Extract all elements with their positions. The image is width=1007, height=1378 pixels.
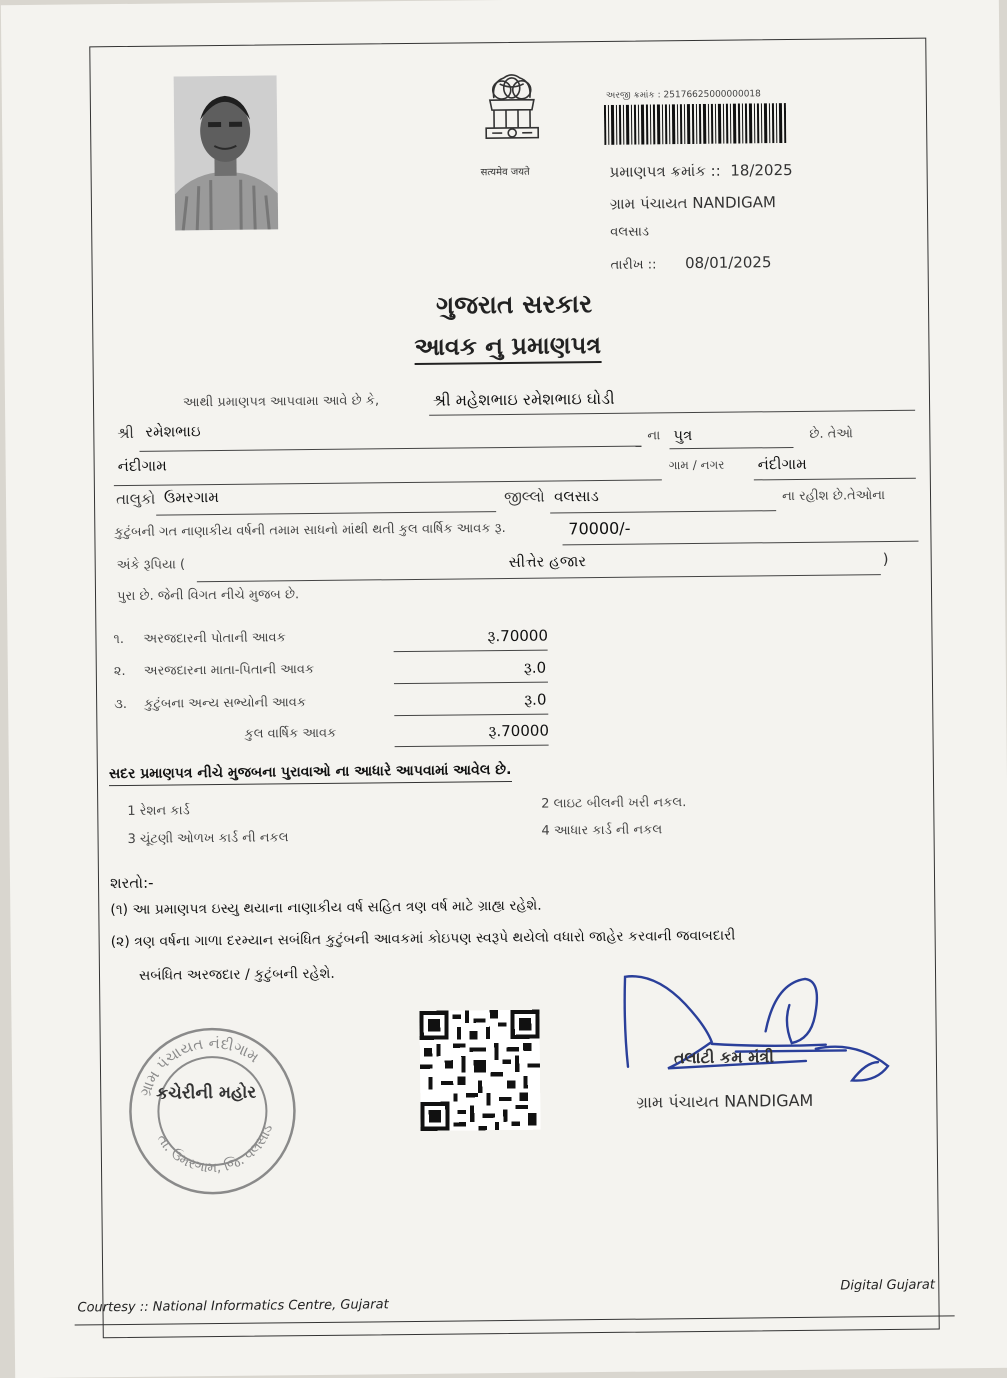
- che-teo-text: છે. તેઓ: [809, 426, 853, 442]
- seal-text: કચેરીની મહોર: [156, 1082, 257, 1104]
- office-seal: [125, 1024, 301, 1196]
- income-value: 70000/-: [568, 518, 631, 539]
- condition-1: (૧) આ પ્રમાણપત્ર ઇસ્યુ થયાના નાણાકીય વર્ષ સહિત ત્રણ વર્ષ માટે ગ્રાહ્ય રહેશે.: [110, 897, 542, 919]
- relation: પુત્ર: [673, 426, 693, 445]
- conditions-heading: શરતો:-: [109, 873, 154, 893]
- gam-nagar-value: નંદીગામ: [757, 454, 807, 474]
- income-row-label: કુટુંબના અન્ય સભ્યોની આવક: [144, 695, 307, 712]
- date-value: 08/01/2025: [684, 253, 772, 273]
- income-row-no: ૧.: [113, 632, 125, 648]
- applicant-photo: [174, 75, 279, 230]
- proof-heading: સદર પ્રમાણપત્ર નીચે મુજબના પુરાવાઓ ના આધારે આપવામાં આવેલ છે.: [109, 762, 512, 786]
- taluka-value: ઉમરગામ: [163, 488, 220, 507]
- certificate-number: [610, 161, 793, 181]
- footer-digital-gujarat: Digital Gujarat: [840, 1277, 935, 1294]
- income-total-label: કુલ વાર્ષિક આવક: [244, 725, 337, 742]
- income-text: કુટુંબની ગત નાણાકીય વર્ષની તમામ સાધનો માંથી થતી કુલ વાર્ષિક આવક રૂ.: [114, 521, 506, 541]
- certificate-title: આવક નુ પ્રમાણપત્ર: [414, 331, 601, 365]
- words-label: અંકે રૂપિયા (: [116, 557, 186, 574]
- application-number: અરજી ક્રમાંક : 25176625000000018: [605, 89, 761, 101]
- applicant-name: શ્રી મહેશભાઇ રમેશભાઇ ઘોડી: [432, 388, 615, 410]
- income-total-value: રૂ.70000: [488, 721, 550, 741]
- certificate-number-value: 18/2025: [730, 160, 793, 180]
- proof-item: 2 લાઇટ બીલની ખરી નકલ.: [541, 795, 687, 812]
- income-row-label: અરજદારના માતા-પિતાની આવક: [143, 662, 315, 679]
- certificate-page: [1, 0, 1007, 1378]
- district-label: જીલ્લો: [503, 487, 545, 507]
- words-close: ): [882, 549, 889, 569]
- signature: [615, 962, 906, 1095]
- proof-item: 3 ચૂંટણી ઓળખ કાર્ડ ની નકલ: [127, 830, 289, 847]
- signature-designation: તલાટી કમ મંત્રી: [673, 1047, 774, 1068]
- income-row-value: રૂ.70000: [487, 626, 549, 646]
- intro-text: આથી પ્રમાણપત્ર આપવામા આવે છે કે,: [182, 393, 380, 411]
- certificate-number-label: પ્રમાણપત્ર ક્રમાંક ::: [609, 161, 721, 181]
- words-value: સીત્તેર હજાર: [508, 552, 587, 571]
- certificate-date: [610, 253, 771, 273]
- shri-label: શ્રી: [117, 423, 134, 443]
- qr-code: [419, 1008, 540, 1133]
- government-title: ગુજરાત સરકાર: [435, 289, 593, 320]
- emblem-motto: सत्यमेव जयते: [480, 166, 530, 179]
- taluka-label: તાલુકો: [115, 489, 156, 509]
- proof-item: 1 રેશન કાર્ડ: [127, 803, 190, 819]
- condition-2-line-1: (૨) ત્રણ વર્ષના ગાળા દરમ્યાન સબંધિત કુટુંબની આવકમાં કોઇપણ સ્વરૂપે થયેલો વધારો જાહેર કરવાની જવાબદારી: [110, 927, 736, 951]
- income-row-label: અરજદારની પોતાની આવક: [143, 630, 286, 647]
- header-district: વલસાડ: [610, 224, 650, 240]
- district-value: વલસાડ: [553, 487, 599, 506]
- proof-item: 4 આધાર કાર્ડ ની નકલ: [541, 822, 663, 839]
- income-row-no: ૨.: [113, 663, 126, 680]
- income-row-value: રૂ.0: [524, 690, 547, 709]
- signature-office: ગ્રામ પંચાયત NANDIGAM: [636, 1090, 814, 1112]
- seal-ring-bottom: તા. ઉમરગામ, જિ. વલસાડ: [153, 1122, 277, 1177]
- gam-nagar-label: ગામ / નગર: [668, 457, 725, 473]
- resident-text: ના રહીશ છે.તેઓના: [781, 488, 886, 505]
- footer-courtesy: Courtesy :: National Informatics Centre, Gujarat: [77, 1297, 389, 1316]
- details-text: પુરા છે. જેની વિગત નીચે મુજબ છે.: [116, 587, 300, 605]
- na-label: ના: [647, 428, 661, 444]
- seal-ring-top: ગ્રામ પંચાયત નંદીગામ: [135, 1033, 263, 1099]
- date-label: તારીખ ::: [610, 257, 657, 273]
- income-row-value: રૂ.0: [523, 658, 547, 677]
- income-row-no: ૩.: [114, 696, 128, 713]
- father-name: રમેશભાઇ: [145, 422, 201, 441]
- place: નંદીગામ: [117, 456, 167, 476]
- condition-2-line-2: સબંધિત અરજદાર / કુટુંબની રહેશે.: [138, 965, 335, 984]
- header-panchayat: ગ્રામ પંચાયત NANDIGAM: [609, 193, 776, 213]
- national-emblem-icon: [472, 69, 553, 162]
- barcode: [604, 103, 786, 145]
